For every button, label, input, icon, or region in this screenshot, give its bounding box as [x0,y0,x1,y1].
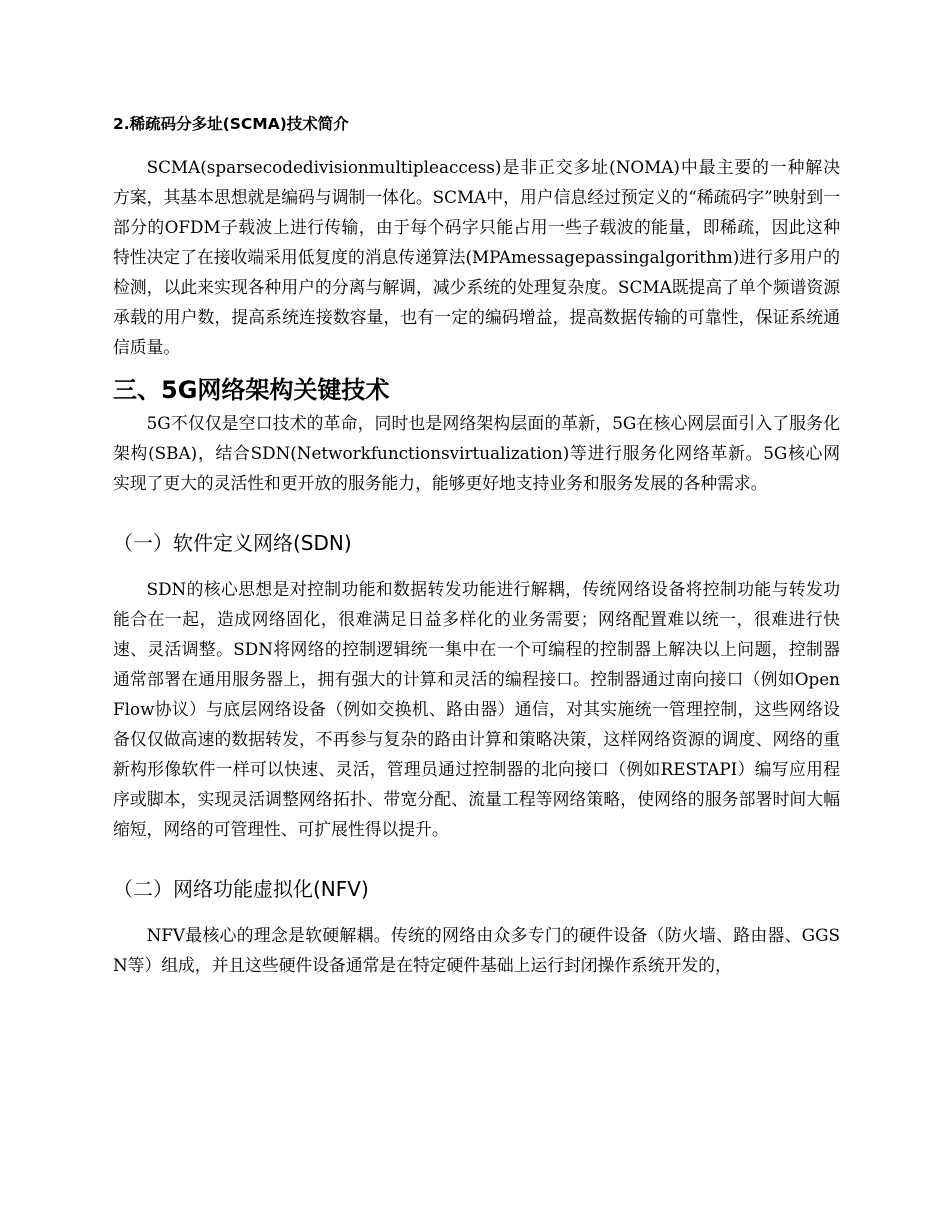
nfv-heading: （二）网络功能虚拟化(NFV) [113,877,369,901]
sdn-paragraph: SDN的核心思想是对控制功能和数据转发功能进行解耦，传统网络设备将控制功能与转发功能合在一起，造成网络固化，很难满足日益多样化的业务需要；网络配置难以统一，很难进行快速、灵活调整。SDN将网络的控制逻辑统一集中在一个可编程的控制器上解决以上问题，控制器通常部署在通用服务器上，拥有强大的计算和灵活的编程接口。控制器通过南向接口（例如OpenFlow协议）与底层网络设备（例如交换机、路由器）通信，对其实施统一管理控制，这些网络设备仅仅做高速的数据转发，不再参与复杂的路由计算和策略决策，这样网络资源的调度、网络的重新构形像软件一样可以快速、灵活，管理员通过控制器的北向接口（例如RESTAPI）编写应用程序或脚本，实现灵活调整网络拓扑、带宽分配、流量工程等网络策略，使网络的服务部署时间大幅缩短，网络的可管理性、可扩展性得以提升。 [113,579,840,839]
scma-paragraph: SCMA(sparsecodedivisionmultipleaccess)是非正交多址(NOMA)中最主要的一种解决方案，其基本思想就是编码与调制一体化。SCMA中，用户信息经过预定义的“稀疏码字”映射到一部分的OFDM子载波上进行传输，由于每个码字只能占用一些子载波的能量，即稀疏，因此这种特性决定了在接收端采用低复度的消息传递算法(MPAmessagepassingalgorithm)进行多用户的检测，以此来实现各种用户的分离与解调，减少系统的处理复杂度。SCMA既提高了单个频谱资源承载的用户数，提高系统连接数容量，也有一定的编码增益，提高数据传输的可靠性，保证系统通信质量。 [113,157,840,357]
nfv-paragraph: NFV最核心的理念是软硬解耦。传统的网络由众多专门的硬件设备（防火墙、路由器、GGSN等）组成，并且这些硬件设备通常是在特定硬件基础上运行封闭操作系统开发的， [113,925,840,975]
sdn-heading: （一）软件定义网络(SDN) [113,531,352,555]
scma-subsection-title: 2.稀疏码分多址(SCMA)技术简介 [113,115,349,133]
section-three-paragraph: 5G不仅仅是空口技术的革命，同时也是网络架构层面的革新，5G在核心网层面引入了服务化架构(SBA)，结合SDN(Networkfunctionsvirtualization)等进行服务化网络革新。5G核心网实现了更大的灵活性和更开放的服务能力，能够更好地支持业务和服务发展的各种需求。 [113,413,840,493]
document-body [113,108,840,980]
section-three-title: 三、5G网络架构关键技术 [113,376,390,404]
